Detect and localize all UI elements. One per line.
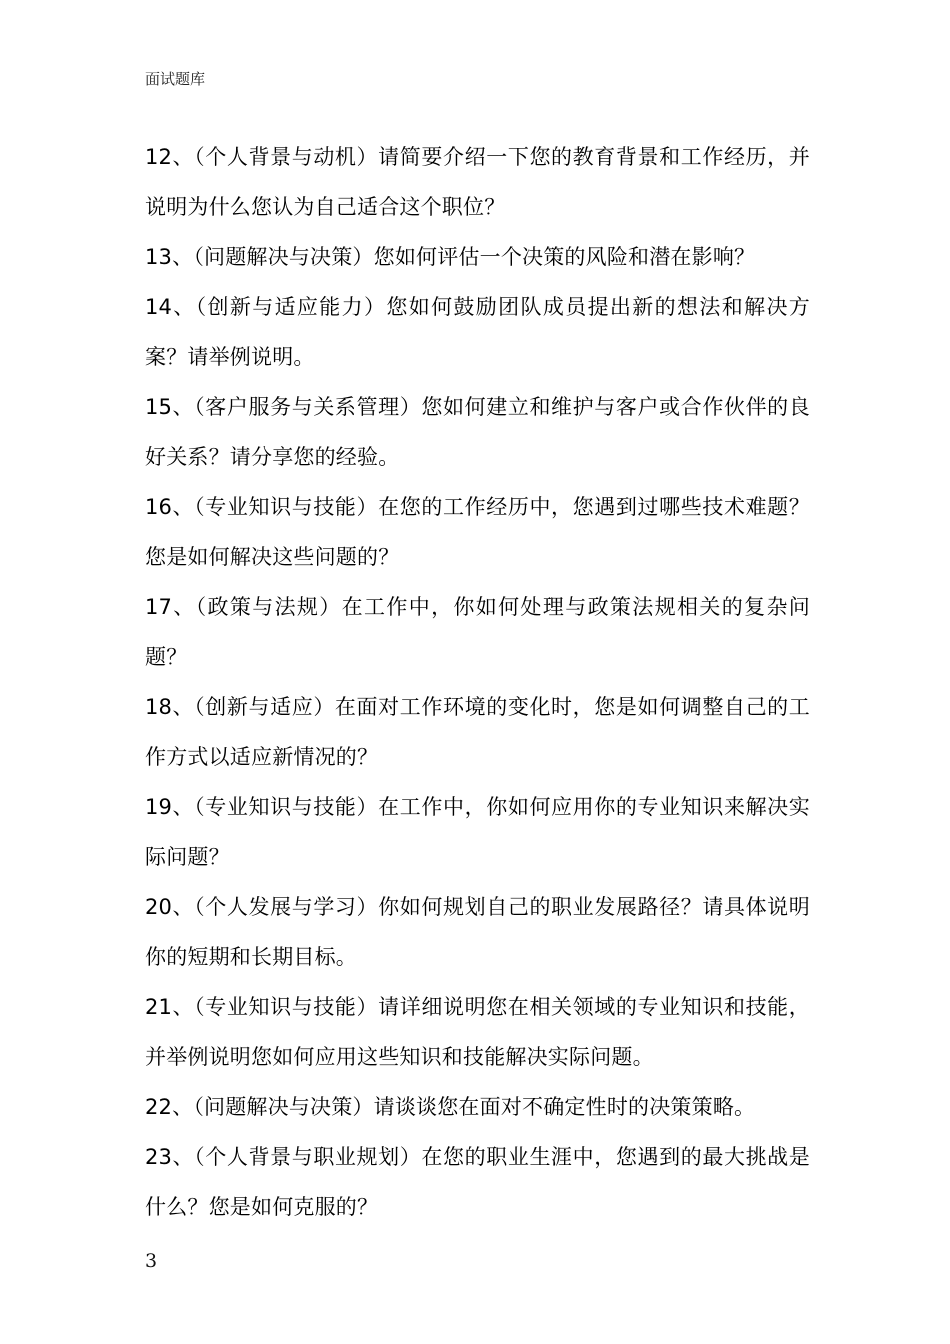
question-item: 13、（问题解决与决策）您如何评估一个决策的风险和潜在影响？ xyxy=(145,245,756,269)
question-item: 18、（创新与适应）在面对工作环境的变化时，您是如何调整自己的工作方式以适应新情况的？ xyxy=(145,695,810,769)
question-item: 15、（客户服务与关系管理）您如何建立和维护与客户或合作伙伴的良好关系？请分享您的经验。 xyxy=(145,395,810,469)
question-list xyxy=(145,132,810,1232)
question-item: 21、（专业知识与技能）请详细说明您在相关领域的专业知识和技能，并举例说明您如何应用这些知识和技能解决实际问题。 xyxy=(145,995,810,1069)
question-item: 14、（创新与适应能力）您如何鼓励团队成员提出新的想法和解决方案？请举例说明。 xyxy=(145,295,810,369)
question-item: 17、（政策与法规）在工作中，你如何处理与政策法规相关的复杂问题？ xyxy=(145,595,810,669)
question-item: 20、（个人发展与学习）你如何规划自己的职业发展路径？请具体说明你的短期和长期目标。 xyxy=(145,895,810,969)
question-item: 12、（个人背景与动机）请简要介绍一下您的教育背景和工作经历，并说明为什么您认为自己适合这个职位？ xyxy=(145,145,810,219)
page-header: 面试题库 xyxy=(145,70,206,88)
question-item: 19、（专业知识与技能）在工作中，你如何应用你的专业知识来解决实际问题？ xyxy=(145,795,810,869)
question-item: 22、（问题解决与决策）请谈谈您在面对不确定性时的决策策略。 xyxy=(145,1095,756,1119)
question-item: 16、（专业知识与技能）在您的工作经历中，您遇到过哪些技术难题？您是如何解决这些问题的？ xyxy=(145,495,810,569)
page-number: 3 xyxy=(145,1250,158,1272)
question-item: 23、（个人背景与职业规划）在您的职业生涯中，您遇到的最大挑战是什么？您是如何克服的？ xyxy=(145,1145,810,1219)
